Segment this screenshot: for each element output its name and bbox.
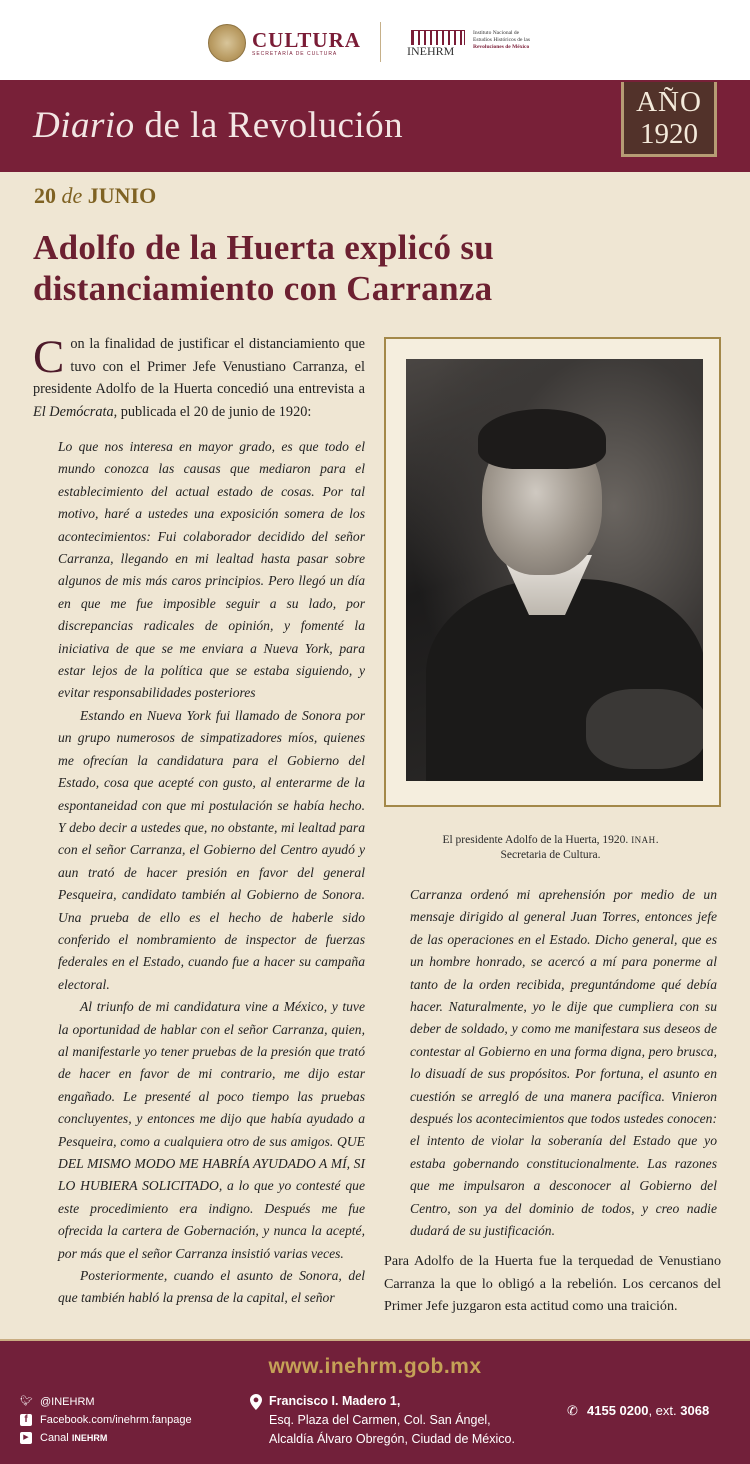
inehrm-wordmark: INEHRM: [407, 44, 455, 58]
closing-paragraph: Para Adolfo de la Huerta fue la terquedad de Venustiano Carranza la que lo obligó a la rebelión. Los cercanos del Primer Jefe juzgaron esta actitud como una traición.: [384, 1253, 721, 1314]
address-line-3: Alcaldía Álvaro Obregón, Ciudad de México.: [269, 1432, 515, 1446]
youtube-link[interactable]: [20, 1429, 192, 1447]
title-italic: Diario: [33, 105, 135, 146]
hair-shape: [478, 409, 606, 469]
youtube-channel: INEHRM: [71, 1433, 108, 1443]
caption-text: El presidente Adolfo de la Huerta, 1920.: [442, 834, 629, 846]
website-link[interactable]: www.inehrm.gob.mx: [268, 1355, 482, 1378]
interview-quote-left: [58, 436, 365, 1310]
address-line-2: Esq. Plaza del Carmen, Col. San Ángel,: [269, 1413, 491, 1427]
year-label: AÑO: [636, 86, 702, 118]
intro-paragraph: [33, 333, 365, 423]
cultura-logo[interactable]: [208, 24, 361, 62]
top-header: [0, 0, 750, 80]
cultura-subtitle: SECRETARÍA DE CULTURA: [252, 51, 338, 57]
facebook-link[interactable]: [20, 1411, 192, 1429]
location-pin-icon: [250, 1394, 262, 1410]
logo-divider: [380, 22, 381, 62]
intro-text-1: on la finalidad de justificar el distanciamiento que tuvo con el Primer Jefe Venustiano Carranza, el presidente Adolfo de la Huerta concedió una entrevista a: [33, 336, 365, 397]
photo-frame: [384, 337, 721, 807]
date-month: JUNIO: [87, 183, 157, 208]
photo-caption: El presidente Adolfo de la Huerta, 1920. INAH. Secretaria de Cultura.: [442, 834, 659, 861]
address-street: Francisco I. Madero 1,: [269, 1394, 401, 1408]
phone-number[interactable]: [567, 1403, 709, 1419]
date-preposition: de: [61, 183, 83, 208]
article-date: [34, 183, 156, 209]
inehrm-line-2: Estudios Históricos de las: [473, 37, 530, 43]
headline: Adolfo de la Huerta explicó su distanciamiento con Carranza: [33, 228, 495, 308]
title-rest: de la Revolución: [144, 105, 404, 146]
inehrm-logo[interactable]: [407, 30, 530, 58]
quote-paragraph: Estando en Nueva York fui llamado de Sonora por un grupo numerosos de simpatizadores míos, quienes me ofrecían la candidatura para el Gobierno del Estado, cosa que acepté con gusto, al enterarme de la espontaneidad con que mi postulación se había hecho. Y debo decir a ustedes que, no obstante, mi lealtad para con el señor Carranza, el Gobierno del Centro ayudó y aun trató de hacer presión en favor del general Pesqueira, candidato también al Gobierno de Sonora. Una prueba de ello es el hecho de haberle sido conferido el nombramiento de inspector de fuerzas federales en el Estado, cuando fue a hacer su campaña electoral.: [58, 707, 365, 992]
interview-quote-right: Carranza ordenó mi aprehensión por medio de un mensaje dirigido al general Juan Torres, entonces jefe de las operaciones en el Estado. Dicho general, que es un hombre honrado, se acercó a mí para ponerme al tanto de la orden recibida, preguntándome qué debía hacer. Naturalmente, yo le dije que cumpliera con su deber de soldado, y como me manifestara sus deseos de contestar al Gobierno en una forma digna, pero brusca, lo disuadí de sus propósitos. Por fortuna, el asunto en cuestión se arregló de una manera pacífica. Vinieron después los acontecimientos que todos ustedes conocen: el intento de violar la soberanía del Estado que yo estaba gobernando constitucionalmente. Las razones que me impulsaron a desconocer al Gobierno del Centro, son ya del dominio de todos, y creo nadie dudará de su justificación.: [410, 887, 717, 1239]
twitter-link[interactable]: [20, 1393, 192, 1411]
caption-credit: Secretaria de Cultura.: [500, 849, 601, 861]
phone-ext: 3068: [680, 1403, 710, 1418]
newspaper-name: El Demócrata: [33, 403, 114, 420]
publication-title: [33, 104, 403, 147]
address-block: [250, 1392, 515, 1449]
quote-paragraph: Posteriormente, cuando el asunto de Sonora, del que también habló la prensa de la capital, el señor: [58, 1268, 365, 1306]
twitter-handle: @INEHRM: [40, 1396, 95, 1408]
inehrm-full-name: [473, 30, 530, 51]
inehrm-line-1: Instituto Nacional de: [473, 30, 520, 36]
facebook-icon: f: [20, 1414, 32, 1426]
caption-inah: INAH: [631, 835, 656, 845]
phone-main: 4155 0200: [587, 1403, 649, 1418]
year-box: [621, 82, 717, 157]
building-icon: [411, 30, 465, 45]
inehrm-line-3: Revoluciones de México: [473, 44, 530, 50]
social-links: [20, 1393, 192, 1447]
youtube-label: Canal: [40, 1432, 69, 1444]
cultura-name: CULTURA: [252, 28, 361, 52]
facebook-url: Facebook.com/inehrm.fanpage: [40, 1414, 192, 1426]
phone-icon: ✆: [567, 1403, 578, 1418]
year-value: 1920: [640, 118, 698, 150]
drop-cap: C: [33, 331, 65, 383]
twitter-icon: 🐦︎: [20, 1396, 33, 1407]
quote-paragraph: Al triunfo de mi candidatura vine a México, y tuve la oportunidad de hablar con el señor Carranza, quien, al manifestarle yo tener pruebas de la presión que trató de hacer en favor de mi contrario, me dijo estar engañado. Le presenté al poco tiempo las pruebas concluyentes, y entonces me dijo que había ayudado a Pesqueira, como a cualquiera otro de sus amigos. QUE DEL MISMO MODO ME HABRÍA AYUDADO A MÍ, SI LO HUBIERA SOLICITADO, a lo que yo contesté que este procedimiento era indigno. Después me fue ofrecida la cartera de Gobernación, y nunca la acepté, por más que el señor Carranza insistió varias veces.: [58, 999, 365, 1261]
phone-ext-label: , ext.: [648, 1403, 677, 1418]
portrait-photo: [406, 359, 703, 781]
quote-paragraph: Lo que nos interesa en mayor grado, es que todo el mundo conozca las causas que mediaron para el establecimiento del actual estado de cosas. Por tal motivo, haré a ustedes una exposición somera de los acontecimientos: Fui colaborador decidido del señor Carranza, llegando en mi lealtad hasta pasar sobre algunos de mis más caros principios. Pero llegó un día en que me fue imposible seguir a su lado, por discrepancias radicales de opinión, y fomenté la iniciativa de que se me enviara a Nueva York, para estar lejos de la política que se estaba siguiendo, y evitar responsabilidades posteriores: [58, 439, 365, 701]
youtube-icon: ▶: [20, 1432, 32, 1444]
intro-text-2: , publicada el 20 de junio de 1920:: [113, 403, 312, 420]
national-seal-icon: [208, 24, 246, 62]
date-day: 20: [34, 183, 56, 208]
